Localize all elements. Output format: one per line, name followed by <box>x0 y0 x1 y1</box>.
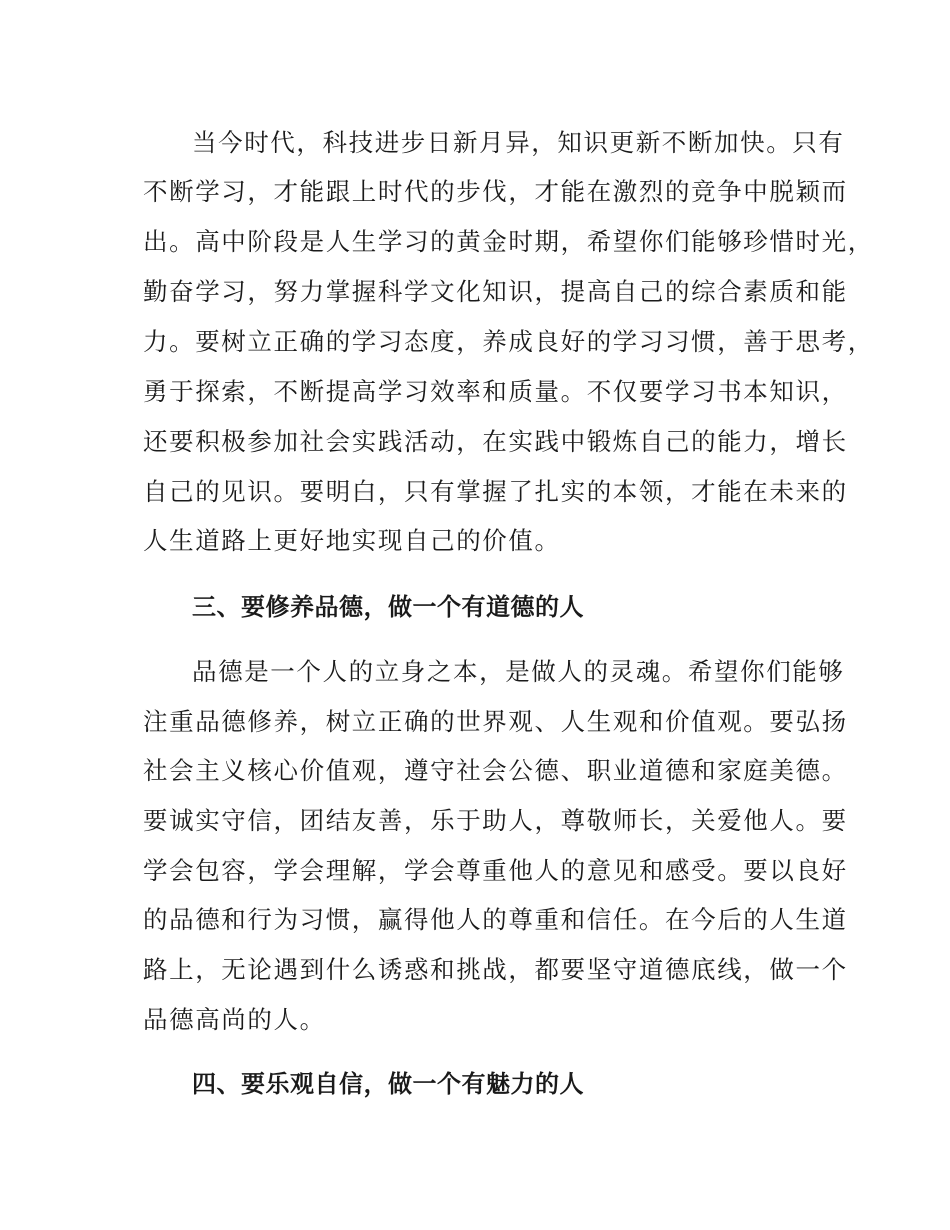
paragraph-line: 品德高尚的人。 <box>143 1005 326 1034</box>
paragraph-line: 自己的见识。要明白，只有掌握了扎实的本领，才能在未来的 <box>143 477 848 506</box>
paragraph-line: 学会包容，学会理解，学会尊重他人的意见和感受。要以良好 <box>143 856 848 885</box>
paragraph-line: 路上，无论遇到什么诱惑和挑战，都要坚守道德底线，做一个 <box>143 955 848 984</box>
section-heading-morality: 三、要修养品德，做一个有道德的人 <box>192 593 584 621</box>
paragraph-line: 当今时代，科技进步日新月异，知识更新不断加快。只有 <box>192 128 845 157</box>
paragraph-line: 社会主义核心价值观，遵守社会公德、职业道德和家庭美德。 <box>143 756 848 785</box>
paragraph-line: 出。高中阶段是人生学习的黄金时期，希望你们能够珍惜时光， <box>143 227 874 256</box>
paragraph-line: 还要积极参加社会实践活动，在实践中锻炼自己的能力，增长 <box>143 427 848 456</box>
paragraph-line: 注重品德修养，树立正确的世界观、人生观和价值观。要弘扬 <box>143 707 848 736</box>
paragraph-line: 的品德和行为习惯，赢得他人的尊重和信任。在今后的人生道 <box>143 905 848 934</box>
paragraph-line: 人生道路上更好地实现自己的价值。 <box>143 526 561 555</box>
paragraph-line: 不断学习，才能跟上时代的步伐，才能在激烈的竞争中脱颖而 <box>143 177 848 206</box>
paragraph-line: 品德是一个人的立身之本，是做人的灵魂。希望你们能够 <box>192 657 845 686</box>
paragraph-line: 勤奋学习，努力掌握科学文化知识，提高自己的综合素质和能 <box>143 277 848 306</box>
paragraph-line: 力。要树立正确的学习态度，养成良好的学习习惯，善于思考， <box>143 327 874 356</box>
paragraph-line: 要诚实守信，团结友善，乐于助人，尊敬师长，关爱他人。要 <box>143 806 848 835</box>
paragraph-line: 勇于探索，不断提高学习效率和质量。不仅要学习书本知识， <box>143 377 848 406</box>
section-heading-confidence: 四、要乐观自信，做一个有魅力的人 <box>192 1070 584 1098</box>
